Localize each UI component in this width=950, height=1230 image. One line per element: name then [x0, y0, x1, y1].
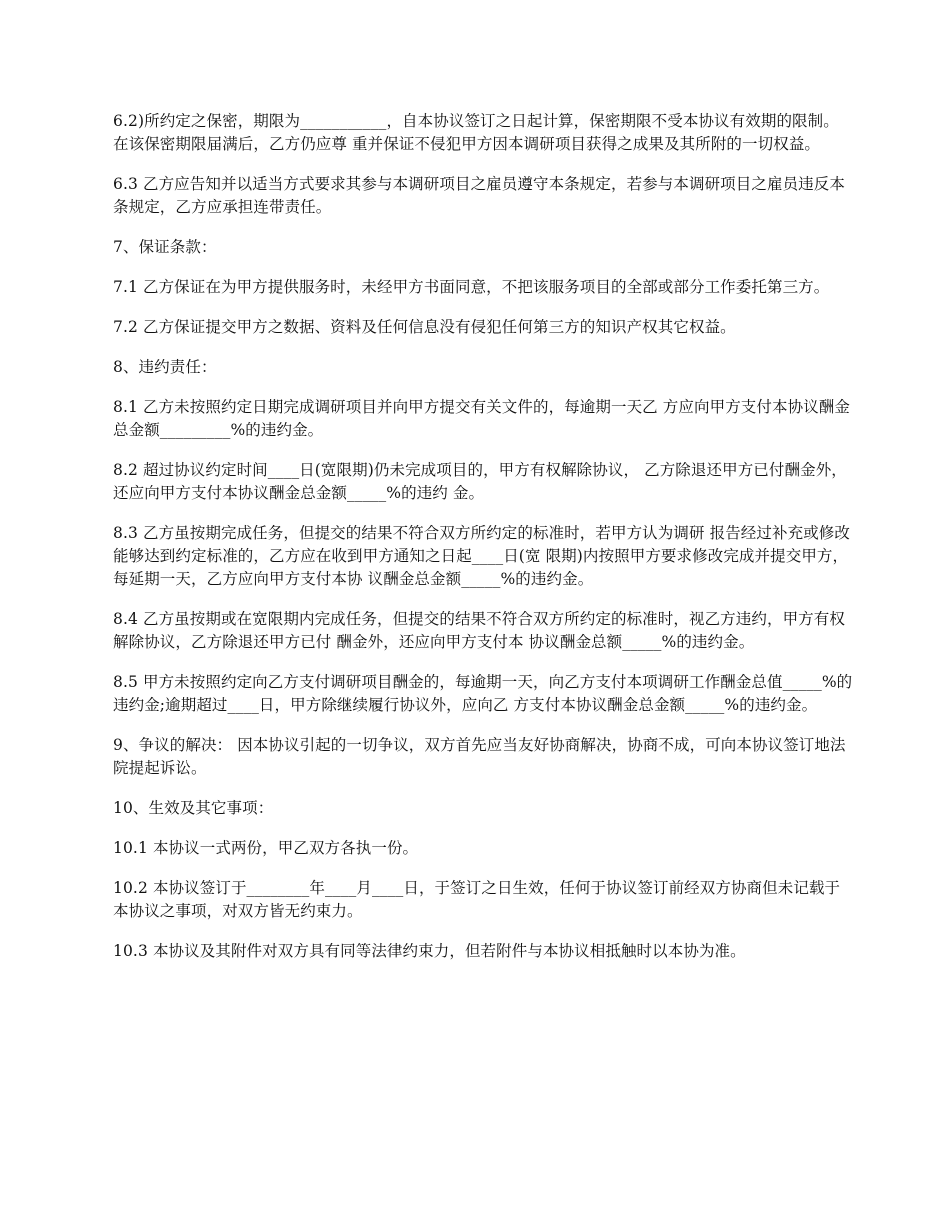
clause-10-2: 10.2 本协议签订于________年____月____日，于签订之日生效，任何于协议签订前经双方协商但未记载于本协议之事项，对双方皆无约束力。: [113, 879, 841, 920]
clause-8-3: 8.3 乙方虽按期完成任务，但提交的结果不符合双方所约定的标准时，若甲方认为调研 报告经过补充或修改能够达到约定标准的，乙方应在收到甲方通知之日起____日(宽 限期)内按照甲方要求修改完成并提交甲方，每延期一天，乙方应向甲方支付本协 议酬金总金额_____%的违约金。: [113, 524, 851, 588]
clause-6-3: 6.3 乙方应告知并以适当方式要求其参与本调研项目之雇员遵守本条规定，若参与本调研项目之雇员违反本条规定，乙方应承担连带责任。: [113, 175, 845, 216]
clause-8-4: 8.4 乙方虽按期或在宽限期内完成任务，但提交的结果不符合双方所约定的标准时，视乙方违约，甲方有权解除协议，乙方除退还甲方已付 酬金外，还应向甲方支付本 协议酬金总额_____%的违约金。: [113, 610, 845, 651]
document-page: [113, 110, 853, 980]
clause-6-2: 6.2)所约定之保密，期限为___________，自本协议签订之日起计算，保密期限不受本协议有效期的限制。在该保密期限届满后，乙方仍应尊 重并保证不侵犯甲方因本调研项目获得之成果及其所附的一切权益。: [113, 112, 839, 153]
clause-8-1: 8.1 乙方未按照约定日期完成调研项目并向甲方提交有关文件的，每逾期一天乙 方应向甲方支付本协议酬金总金额_________%的违约金。: [113, 398, 851, 439]
clause-10-1: 10.1 本协议一式两份，甲乙双方各执一份。: [113, 839, 419, 857]
clause-7-2: 7.2 乙方保证提交甲方之数据、资料及任何信息没有侵犯任何第三方的知识产权其它权益。: [113, 318, 736, 336]
section-7-heading: 7、保证条款：: [113, 238, 217, 256]
section-10-heading: 10、生效及其它事项：: [113, 799, 274, 817]
clause-10-3: 10.3 本协议及其附件对双方具有同等法律约束力，但若附件与本协议相抵触时以本协为准。: [113, 942, 746, 960]
section-8-heading: 8、违约责任：: [113, 358, 217, 376]
clause-7-1: 7.1 乙方保证在为甲方提供服务时，未经甲方书面同意，不把该服务项目的全部或部分工作委托第三方。: [113, 278, 830, 296]
clause-8-2: 8.2 超过协议约定时间____日(宽限期)仍未完成项目的，甲方有权解除协议， 乙方除退还甲方已付酬金外，还应向甲方支付本协议酬金总金额_____%的违约 金。: [113, 461, 847, 502]
section-9-dispute: 9、争议的解决： 因本协议引起的一切争议，双方首先应当友好协商解决，协商不成，可向本协议签订地法院提起诉讼。: [113, 736, 846, 777]
clause-8-5: 8.5 甲方未按照约定向乙方支付调研项目酬金的，每逾期一天，向乙方支付本项调研工作酬金总值_____%的违约金;逾期超过____日，甲方除继续履行协议外，应向乙 方支付本协议酬金总金额_____%的违约金。: [113, 673, 853, 714]
